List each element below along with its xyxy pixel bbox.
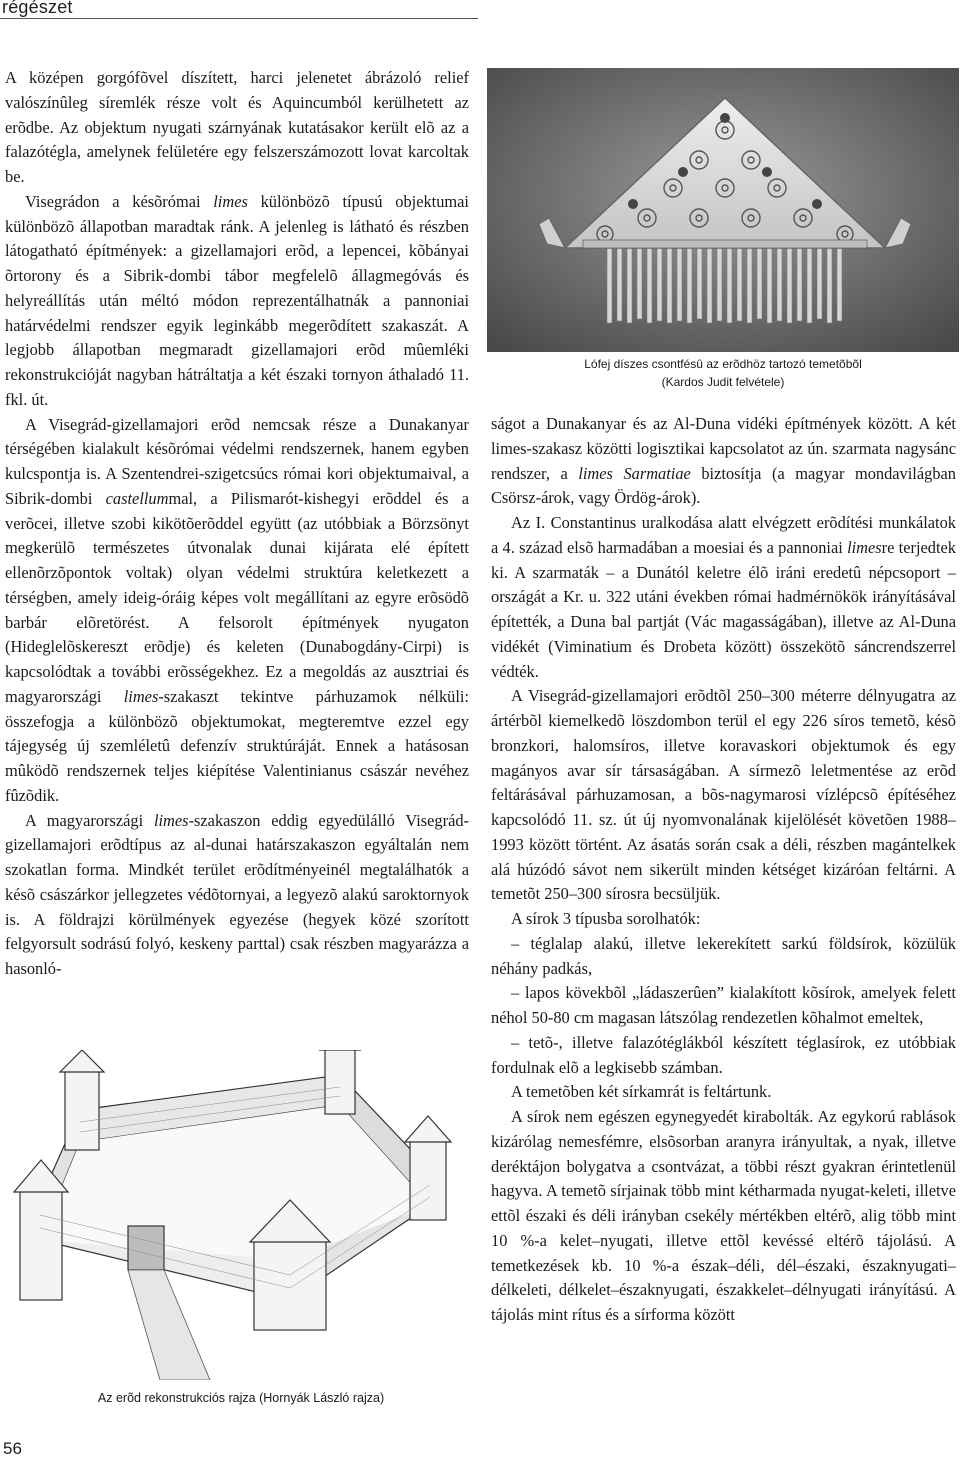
bone-comb-photo <box>487 68 959 352</box>
section-title: régészet <box>2 0 73 17</box>
paragraph: A Visegrád-gizellamajori erõdtõl 250–300 méterre délnyugatra az ártérbõl kiemelkedõ löszdombon terül el egy 226 síros temetõ, késõ bronzkori, halomsíros, illetve koravaskori objektumok és egy magányos avar sír társaságában. A sírmezõ leletmentése az erõd feltárásával párhuzamosan, a bõs-nagymarosi vízlépcsõ építéséhez kapcsolódó 11. sz. út új nyomvonalának kijelölését követõen 1988–1993 között történt. Az ásatás során csak a déli, részben magántelkek alá húzódó sávot nem sikerült minden kétséget kizáróan feltárni. A temetõt 250–300 sírosra becsüljük. <box>491 686 956 904</box>
paragraph: A magyarországi limes-szakaszon eddig egyedülálló Visegrád-gizellamajori erõdtípus az al-dunai határszakaszon egyáltalán nem szokatlan forma. Mindkét terület erõdítményeinél megtalálhatók a késõ császárkor jellegzetes védõtornyai, a legyezõ alakú saroktornyok is. A földrajzi körülmények egyezése (hegyek közé szorított felgyorsult sodrású folyó, keskeny parttal) csak részben magyarázza a hasonló- <box>5 810 469 978</box>
fort-caption: Az erõd rekonstrukciós rajza (Hornyák László rajza) <box>97 1391 385 1405</box>
paragraph: Az I. Constantinus uralkodása alatt elvégzett erõdítési munkálatok a 4. század elsõ harmadában a moesiai és a pannoniai limesre terjedtek ki. A szarmaták – a Dunától keletre élõ iráni eredetû népcsoport – országát a Kr. u. 322 utáni években római hadmérnökök irányításával építették, a Duna bal partját (Vác magasságában), illetve az Al-Duna vidékét (Viminatium és Drobeta között) összekötõ sáncrendszerrel védték. <box>491 513 956 681</box>
paragraph: ságot a Dunakanyar és az Al-Duna vidéki építmények között. A két limes-szakasz közötti logisztikai kapcsolatot az ún. szarmata nagysánc rendszer, a limes Sarmatiae biztosítja (a magyar mondavilágban Csörsz-árok, vagy Ördög-árok). <box>491 414 956 508</box>
paragraph: A sírok nem egészen egynegyedét kirabolták. Az egykorú rablások kizárólag nemesfémre, elsõsorban aranyra irányultak, a nyak, illetve deréktájon bolygatva a csontvázat, a többi részt gyakran érintetlenül hagyva. A temetõ sírjainak több mint kétharmada nyugat-keleti, illetve ettõl északi és déli irányban csekély mértékben eltérõ, alig több mint 10 %-a kelet–nyugati, illetve ettõl kevéssé eltérõ tájolású. A temetkezések kb. 10 %-a észak–déli, dél–északi, északnyugati–délkeleti, délkelet–északnyugati, északkelet–délnyugati irányítású. A tájolás mint rítus és a sírforma között <box>491 1107 956 1324</box>
running-header <box>0 0 478 19</box>
paragraph: A Visegrád-gizellamajori erõd nemcsak része a Dunakanyar térségében kialakult késõrómai védelmi rendszernek, hanem egyben kulcspontja is. A Szentendrei-szigetcsúcs római kori objektumaival, a Sibrik-dombi castellummal, a Pilismarót-kishegyi erõddel és a verõcei, illetve szobi kikötõerõddel együtt (az utóbbiak a Börzsönyt megkerülõ természetes útvonalak dunai kijárata elé épített ellenõrzõpontok voltak) olyan védelmi struktúra keletkezett a térségben, amely ideig-óráig képes volt megállítani az egyre erõsödõ barbár elõretörést. A felsorolt építmények nyugaton (Hideglelõskereszt erõdje) és keleten (Dunabogdány-Cirpi) is kapcsolódtak a további erõsségekhez. Ez a megoldás az ausztriai és magyarországi limes-szakaszt tekintve párhuzamok nélküli: összefogja a különbözõ objektumokat, megteremtve ezzel egy tájegység új szemléletû defenzív struktúráját. Ennek a hatásosan mûködõ rendszernek teljes kiépítése Valentinianus császár nevéhez fûzõdik. <box>5 414 469 805</box>
paragraph: Visegrádon a késõrómai limes különbözõ típusú objektumai különbözõ állapotban maradtak ránk. A jelenleg is látható és részben látogatható építmények: a gizellamajori erõd, a lepencei, kõbányai õrtorony és a Sibrik-dombi tábor megfelelõ állagmegóvás és helyreállítás után méltó módon reprezentálhatnák a pannoniai határvédelmi rendszer egyik leginkább megerõdített szakaszát. A legjobb állapotban megmaradt gizellamajori erõd mûemléki rekonstrukcióját nagyban hátráltatja a két északi tornyon áthaladó 11. fkl. út. <box>5 191 469 409</box>
comb-caption: Lófej díszes csontfésû az erõdhöz tartozó temetõbõl (Kardos Judit felvétele) <box>584 357 862 389</box>
paragraph: A középen gorgófõvel díszített, harci jelenetet ábrázoló relief valószínûleg síremlék része volt és Aquincumból kerülhetett az erõdbe. Az objektum nyugati szárnyának kutatásakor került elõ az a falazótégla, amelynek felületére egy felszerszámozott lovat karcoltak be. <box>5 68 469 186</box>
fort-reconstruction-drawing <box>10 1050 472 1380</box>
page-number: 56 <box>3 1439 22 1458</box>
list-item: – téglalap alakú, illetve lekerekített sarkú földsírok, közülük néhány padkás, <box>491 933 956 978</box>
left-column <box>5 66 469 982</box>
paragraph: A sírok 3 típusba sorolhatók: <box>511 909 701 928</box>
paragraph: A temetõben két sírkamrát is feltártunk. <box>511 1082 772 1102</box>
list-item: – tetõ-, illetve falazótéglákból készített téglasírok, ez utóbbiak fordulnak elõ a legkisebb számban. <box>491 1032 956 1077</box>
list-item: – lapos kövekbõl „ládaszerûen” kialakított kõsírok, amelyek felett néhol 50-80 cm magasan látszólag rendezetlen kõhalmot emeltek, <box>491 983 956 1027</box>
right-column <box>491 412 956 1328</box>
